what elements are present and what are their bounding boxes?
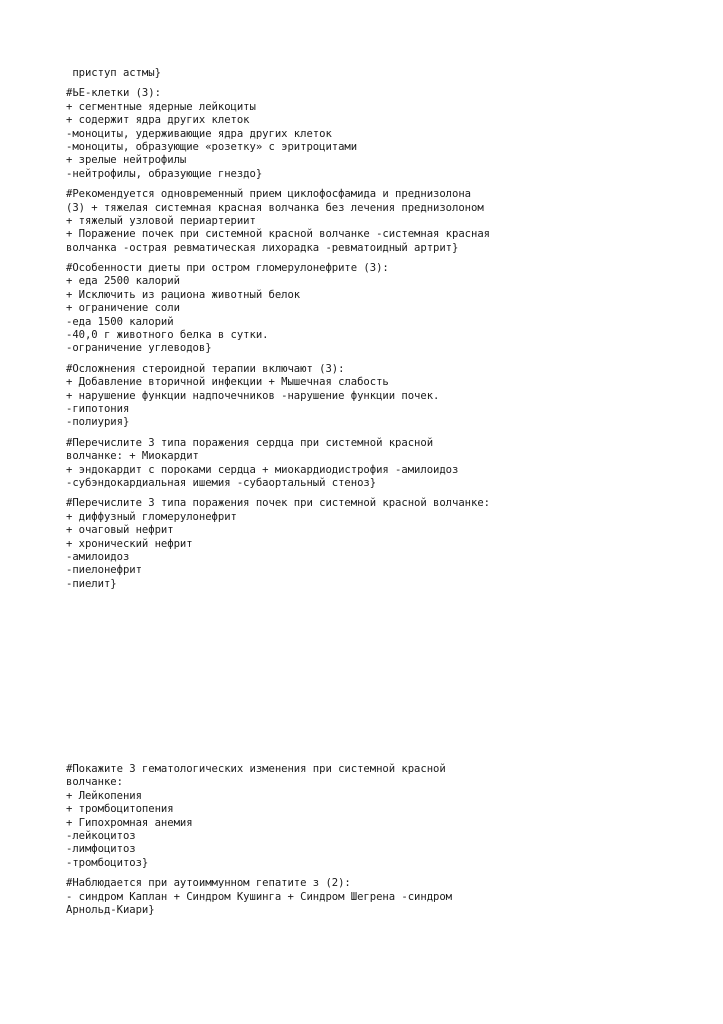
answer-option: -гипотония xyxy=(66,402,130,415)
question-block-kidney-lesions xyxy=(66,497,706,591)
answer-option: + Исключить из рациона животный белок xyxy=(66,288,301,301)
answer-option: + Поражение почек при системной красной волчанке -системная красная xyxy=(66,228,490,241)
question-block-heart-lesions xyxy=(66,437,706,491)
answer-option: -полиурия} xyxy=(66,416,130,429)
answer-option: -ограничение углеводов} xyxy=(66,342,212,355)
answer-option: + хронический нефрит xyxy=(66,537,193,550)
question-heading: #Осложнения стероидной терапии включают (3): xyxy=(66,362,345,375)
answer-option: + Добавление вторичной инфекции + Мышечная слабость xyxy=(66,376,389,389)
question-block-cyclophosphamide xyxy=(66,188,706,255)
answer-option: -нейтрофилы, образующие гнездо} xyxy=(66,167,263,180)
answer-option: + сегментные ядерные лейкоциты xyxy=(66,100,256,113)
answer-option: -лимфоцитоз xyxy=(66,843,136,856)
question-heading: #Перечислите 3 типа поражения сердца при системной красной xyxy=(66,436,434,449)
answer-option: + тяжелый узловой периартериит xyxy=(66,214,256,227)
answer-option: + эндокардит с пороками сердца + миокардиодистрофия -амилоидоз xyxy=(66,463,459,476)
answer-option: Арнольд-Киари} xyxy=(66,903,155,916)
answer-option: -еда 1500 калорий xyxy=(66,315,174,328)
document-page xyxy=(66,67,706,924)
question-heading: #Особенности диеты при остром гломерулонефрите (3): xyxy=(66,262,389,275)
answer-option: -пиелонефрит xyxy=(66,564,142,577)
question-block-autoimmune-hepatitis xyxy=(66,877,706,917)
text-line: приступ астмы} xyxy=(66,67,161,79)
answer-option: -пиелит} xyxy=(66,577,117,590)
answer-option: + очаговый нефрит xyxy=(66,524,174,537)
answer-option: волчанка -острая ревматическая лихорадка -ревматоидный артрит} xyxy=(66,241,459,254)
answer-option: -лейкоцитоз xyxy=(66,830,136,843)
answer-option: волчанке: xyxy=(66,776,123,789)
question-heading: #ЬЕ-клетки (3): xyxy=(66,87,161,100)
answer-option: -моноциты, образующие «розетку» с эритроцитами xyxy=(66,140,358,153)
answer-option: -моноциты, удерживающие ядра других клеток xyxy=(66,127,332,140)
question-heading: #Перечислите 3 типа поражения почек при системной красной волчанке: xyxy=(66,497,490,510)
answer-option: + зрелые нейтрофилы xyxy=(66,154,187,167)
question-block-steroid-complications xyxy=(66,363,706,430)
answer-option: -тромбоцитоз} xyxy=(66,856,149,869)
answer-option: + диффузный гломерулонефрит xyxy=(66,510,237,523)
answer-option: волчанке: + Миокардит xyxy=(66,450,199,463)
answer-option: + ограничение соли xyxy=(66,302,180,315)
answer-option: -амилоидоз xyxy=(66,550,130,563)
answer-option: + содержит ядра других клеток xyxy=(66,114,250,127)
question-heading: #Рекомендуется одновременный прием циклофосфамида и преднизолона xyxy=(66,188,471,201)
answer-option: - синдром Каплан + Синдром Кушинга + Синдром Шегрена -синдром xyxy=(66,890,453,903)
answer-option: -субэндокардиальная ишемия -субаортальный стеноз} xyxy=(66,476,377,489)
question-block-hematologic-changes xyxy=(66,763,706,870)
text-block xyxy=(66,67,706,80)
blank-space xyxy=(66,598,706,763)
question-heading: #Покажите 3 гематологических изменения при системной красной xyxy=(66,763,446,776)
answer-option: + Лейкопения xyxy=(66,789,142,802)
answer-option: + еда 2500 калорий xyxy=(66,275,180,288)
answer-option: + нарушение функции надпочечников -нарушение функции почек. xyxy=(66,389,440,402)
answer-option: + тромбоцитопения xyxy=(66,803,174,816)
question-block-diet xyxy=(66,262,706,356)
answer-option: -40,0 г животного белка в сутки. xyxy=(66,329,269,342)
question-heading: #Наблюдается при аутоиммунном гепатите з (2): xyxy=(66,877,351,890)
answer-option: (3) + тяжелая системная красная волчанка без лечения преднизолоном xyxy=(66,201,484,214)
question-block-be-cells xyxy=(66,87,706,181)
answer-option: + Гипохромная анемия xyxy=(66,816,193,829)
